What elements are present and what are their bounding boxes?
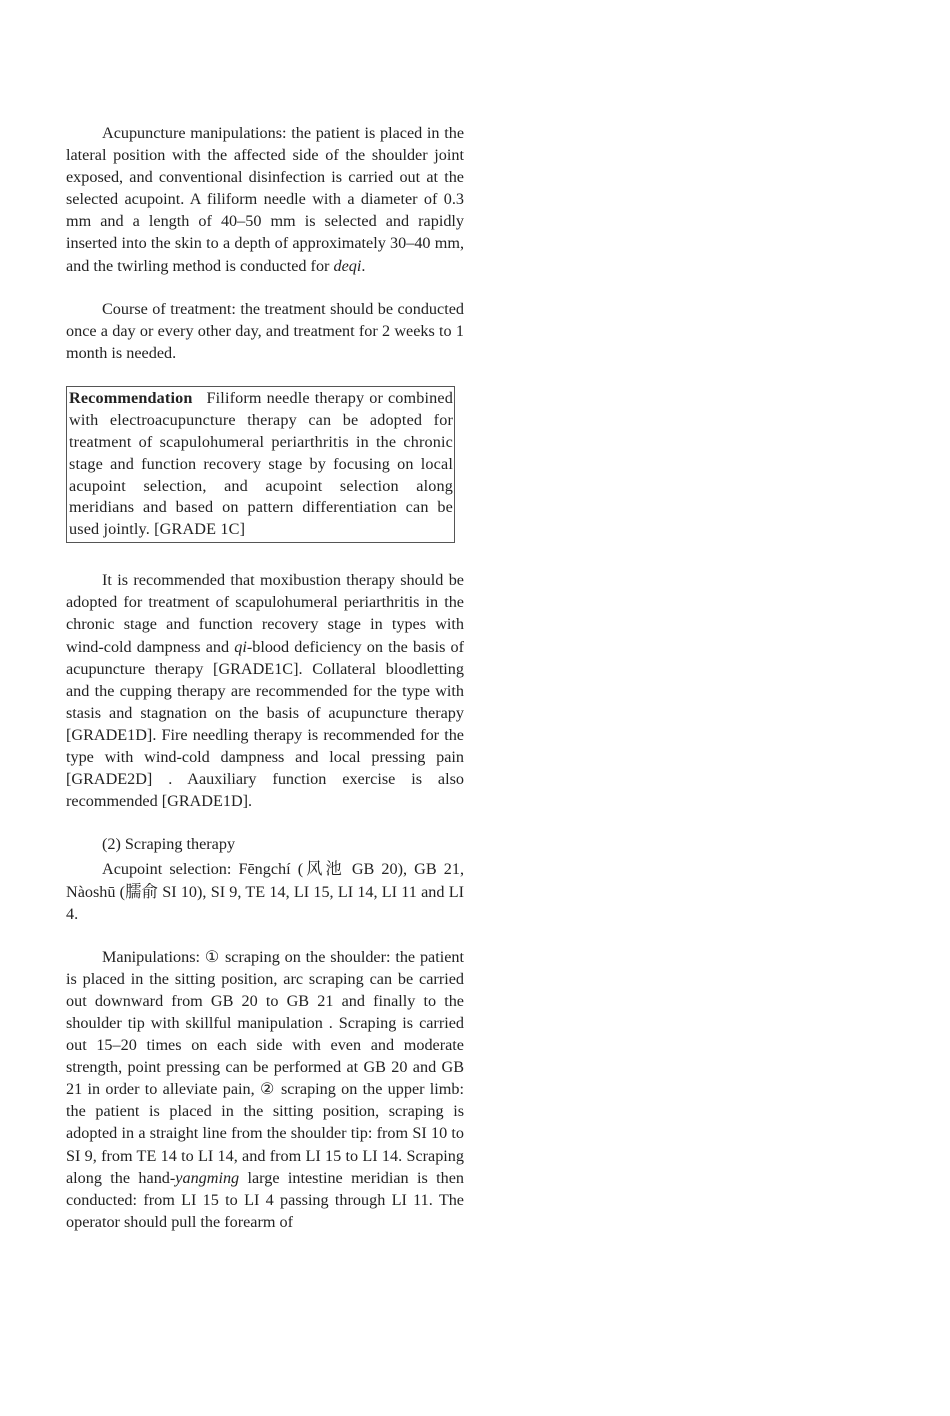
paragraph-acupoint-selection: Acupoint selection: Fēngchí (风池 GB 20), GB 21, Nàoshū (臑俞 SI 10), SI 9, TE 14, LI 15, LI 14, LI 11 and LI 4.	[66, 860, 464, 923]
paragraph-text-end: .	[361, 256, 366, 275]
italic-term-deqi: deqi	[333, 256, 362, 275]
paragraph-text-end: -blood deficiency on the basis of acupuncture therapy [GRADE1C]. Collateral bloodletting and the cupping therapy are recommended for the type with stasis and stagnation on the basis of acupuncture therapy [GRADE1D]. Fire needling therapy is recommended for the type with wind-cold dampness and local pressing pain [GRADE2D] . Aauxiliary function exercise is also recommended [GRADE1D].	[66, 637, 464, 811]
paragraph-text: It is recommended that moxibustion therapy should be adopted for treatment of scapulohumeral periarthritis in the chronic stage and function recovery stage in types with wind-cold dampness and	[66, 571, 464, 656]
paragraph-text: Manipulations: ① scraping on the shoulder: the patient is placed in the sitting position, arc scraping can be carried out downward from GB 20 to GB 21 and finally to the shoulder tip with skillful manipulation . Scraping is carried out 15–20 times on each side with even and moderate strength, point pressing can be performed at GB 20 and GB 21 in order to alleviate pain, ② scraping on the upper limb: the patient is placed in the sitting position, scraping is adopted in a straight line from the shoulder tip: from SI 10 to SI 9, from TE 14 to LI 14, and from LI 15 to LI 14. Scraping along the hand-	[66, 947, 464, 1187]
paragraph-scraping-manipulations	[66, 946, 464, 1233]
paragraph-text-end: large intestine meridian is then conducted: from LI 15 to LI 4 passing through LI 11. The operator should pull the forearm of	[66, 1168, 464, 1231]
paragraph-text: Acupuncture manipulations: the patient is placed in the lateral position with the affected side of the shoulder joint exposed, and conventional disinfection is carried out at the selected acupoint. A filiform needle with a diameter of 0.3 mm and a length of 40–50 mm is selected and rapidly inserted into the skin to a depth of approximately 30–40 mm, and the twirling method is conducted for	[66, 124, 464, 275]
italic-term-qi: qi	[234, 637, 247, 656]
text-column	[66, 122, 464, 1233]
italic-term-yangming: yangming	[175, 1168, 240, 1187]
paragraph-course-of-treatment: Course of treatment: the treatment should be conducted once a day or every other day, and treatment for 2 weeks to 1 month is needed.	[66, 299, 464, 362]
recommendation-text: Filiform needle therapy or combined with electroacupuncture therapy can be adopted for treatment of scapulohumeral periarthritis in the chronic stage and function recovery stage by focusing on local acupoint selection, and acupoint selection along meridians and based on pattern differentiation can be used jointly. [GRADE 1C]	[69, 388, 453, 539]
recommendation-box	[66, 386, 455, 543]
recommendation-label: Recommendation	[69, 388, 193, 407]
paragraph-moxibustion	[66, 569, 464, 812]
section-heading-scraping-therapy: (2) Scraping therapy	[102, 835, 236, 854]
paragraph-acupuncture-manipulations	[66, 122, 464, 277]
